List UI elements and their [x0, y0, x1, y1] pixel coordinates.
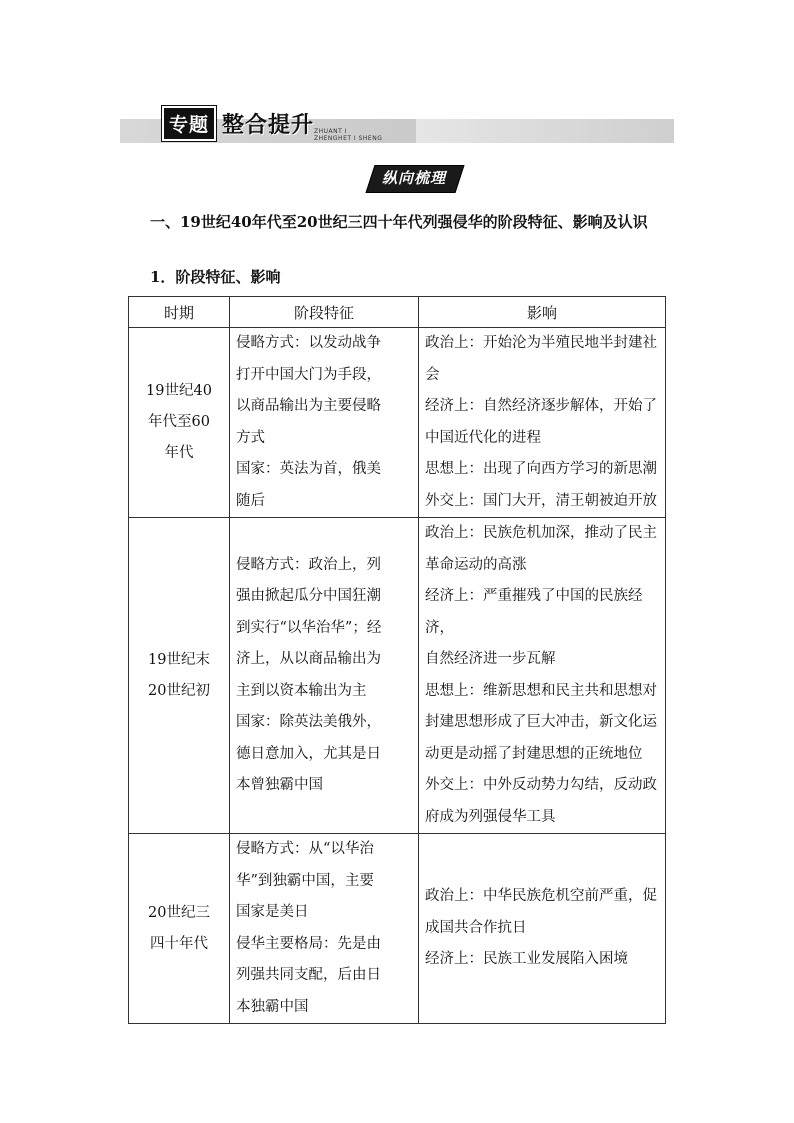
stage-table: [128, 296, 666, 1024]
cell-line: 侵略方式：政治上，列: [236, 556, 381, 573]
cell-line: 思想上：维新思想和民主共和思想对: [425, 682, 657, 699]
header-period: 时期: [129, 297, 230, 328]
cell-line: 政治上：民族危机加深，推动了民主: [425, 525, 657, 541]
table-row: [129, 518, 666, 834]
section-banner: [120, 104, 674, 144]
banner-bar-right: [416, 119, 674, 143]
cell-line: 四十年代: [150, 935, 208, 952]
banner-title-box: 专题: [162, 106, 216, 141]
cell-line: 随后: [236, 492, 265, 509]
cell-line: 强由掀起瓜分中国狂潮: [236, 588, 381, 604]
cell-line: 本曾独霸中国: [236, 777, 323, 793]
cell-impacts: [419, 328, 666, 518]
banner-pinyin: [314, 128, 382, 142]
cell-line: 外交上：中外反动势力勾结，反动政: [425, 777, 657, 793]
cell-line: 革命运动的高涨: [425, 556, 527, 573]
cell-line: 政治上：开始沦为半殖民地半封建社: [425, 335, 657, 351]
table-row: [129, 834, 666, 1024]
cell-line: 20世纪初: [148, 682, 210, 699]
cell-line: 经济上：自然经济逐步解体，开始了: [425, 398, 657, 414]
cell-features: [230, 518, 419, 834]
banner-title-rest: 整合提升: [222, 112, 315, 138]
cell-line: 主到以资本输出为主: [236, 682, 367, 699]
header-impacts: 影响: [419, 297, 666, 328]
subsection-badge-label: 纵向梳理: [381, 169, 446, 187]
subsection-badge: [370, 165, 458, 191]
heading-1: 一、19世纪40年代至20世纪三四十年代列强侵华的阶段特征、影响及认识: [150, 213, 648, 231]
cell-line: 动更是动摇了封建思想的正统地位: [425, 745, 643, 762]
cell-period: [129, 518, 230, 834]
cell-features: [230, 834, 419, 1024]
cell-period: [129, 834, 230, 1024]
cell-line: 外交上：国门大开，清王朝被迫开放: [425, 492, 657, 509]
banner-title: [162, 106, 314, 140]
cell-line: 年代: [164, 445, 194, 461]
cell-line: 打开中国大门为手段，: [236, 366, 381, 383]
cell-line: 中国近代化的进程: [425, 429, 541, 446]
cell-line: 府成为列强侵华工具: [425, 808, 556, 825]
cell-line: 20世纪三: [148, 904, 210, 921]
cell-features: [230, 328, 419, 518]
pinyin-line-1: ZHUANT I: [314, 128, 347, 135]
cell-line: 侵华主要格局：先是由: [236, 935, 381, 952]
cell-line: 列强共同支配，后由日: [236, 967, 381, 983]
cell-line: 经济上：严重摧残了中国的民族经济，: [425, 588, 643, 636]
cell-line: 侵略方式：以发动战争: [236, 335, 381, 351]
table-header-row: [129, 297, 666, 328]
cell-line: 会: [425, 366, 440, 383]
cell-line: 思想上：出现了向西方学习的新思潮: [425, 461, 657, 477]
cell-period: [129, 328, 230, 518]
cell-line: 19世纪末: [148, 651, 210, 668]
cell-line: 济上，从以商品输出为: [236, 651, 381, 667]
cell-line: 华”到独霸中国，主要: [236, 872, 374, 889]
header-features: 阶段特征: [230, 297, 419, 328]
cell-line: 政治上：中华民族危机空前严重，促: [425, 888, 657, 905]
cell-line: 19世纪40: [146, 383, 212, 399]
cell-line: 国家：英法为首，俄美: [236, 461, 381, 477]
cell-line: 德日意加入，尤其是日: [236, 745, 381, 762]
cell-impacts: [419, 518, 666, 834]
cell-line: 国家：除英法美俄外，: [236, 714, 381, 730]
table-row: [129, 328, 666, 518]
cell-line: 到实行“以华治华”；经: [236, 619, 382, 636]
cell-line: 经济上：民族工业发展陷入困境: [425, 951, 628, 968]
cell-line: 方式: [236, 429, 265, 446]
cell-impacts: [419, 834, 666, 1024]
cell-line: 以商品输出为主要侵略: [236, 398, 381, 414]
cell-line: 封建思想形成了巨大冲击，新文化运: [425, 714, 657, 730]
cell-line: 国家是美日: [236, 904, 309, 920]
cell-line: 侵略方式：从“以华治: [236, 841, 374, 857]
heading-2: 1．阶段特征、影响: [150, 268, 281, 286]
cell-line: 成国共合作抗日: [425, 919, 527, 936]
cell-line: 本独霸中国: [236, 998, 309, 1015]
cell-line: 自然经济进一步瓦解: [425, 651, 556, 667]
pinyin-line-2: ZHENGHET I SHENG: [314, 135, 383, 142]
cell-line: 年代至60: [148, 414, 210, 430]
